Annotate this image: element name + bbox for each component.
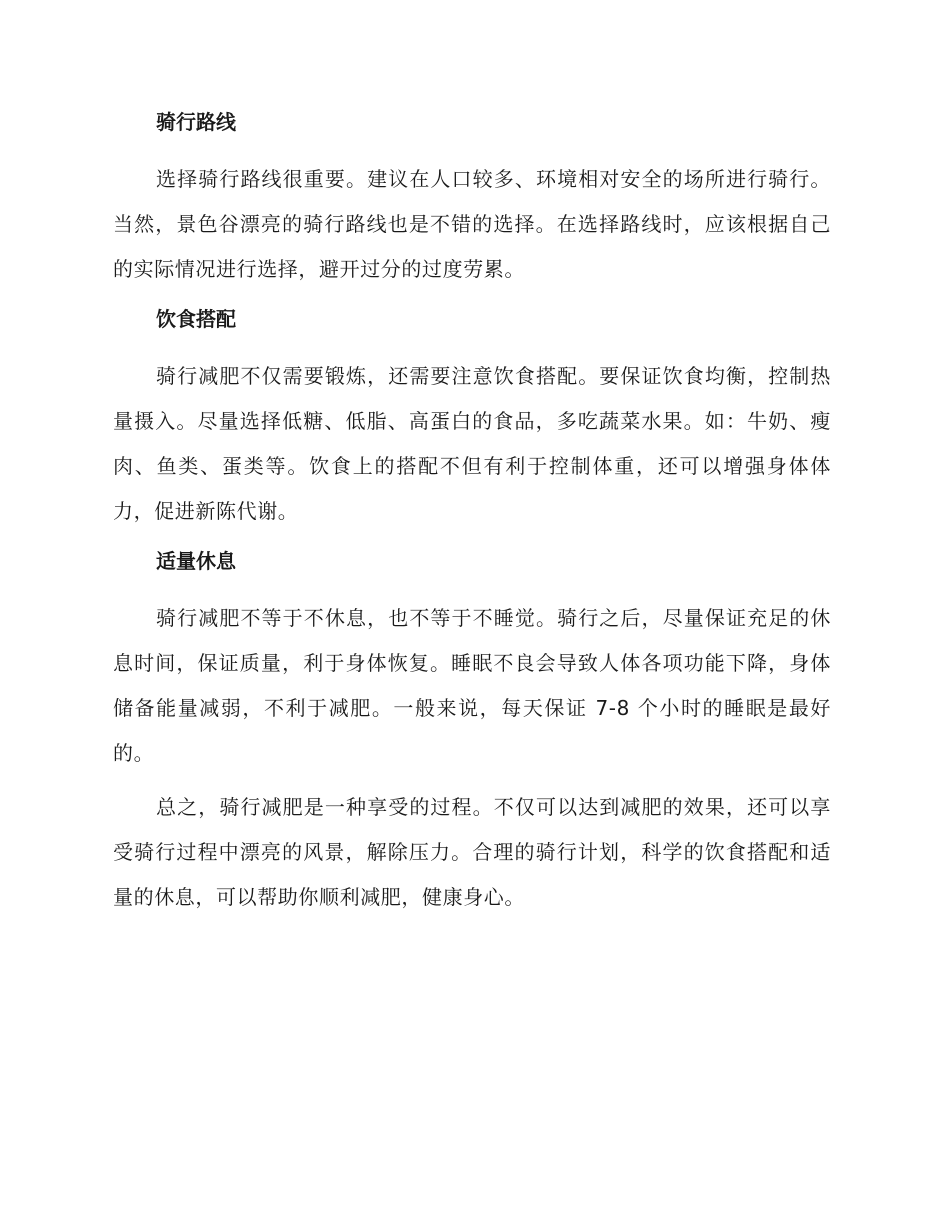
section-heading-route: 骑行路线	[156, 110, 236, 134]
document-page	[113, 108, 831, 920]
conclusion-paragraph: 总之，骑行减肥是一种享受的过程。不仅可以达到减肥的效果，还可以享受骑行过程中漂亮的风景，解除压力。合理的骑行计划，科学的饮食搭配和适量的休息，可以帮助你顺利减肥，健康身心。	[113, 795, 831, 909]
section-paragraph-rest: 骑行减肥不等于不休息，也不等于不睡觉。骑行之后，尽量保证充足的休息时间，保证质量，利于身体恢复。睡眠不良会导致人体各项功能下降，身体储备能量减弱，不利于减肥。一般来说，每天保证 7-8 个小时的睡眠是最好的。	[113, 606, 831, 765]
section-heading-diet: 饮食搭配	[156, 307, 236, 331]
section-heading-rest: 适量休息	[156, 549, 236, 573]
section-paragraph-diet: 骑行减肥不仅需要锻炼，还需要注意饮食搭配。要保证饮食均衡，控制热量摄入。尽量选择低糖、低脂、高蛋白的食品，多吃蔬菜水果。如：牛奶、瘦肉、鱼类、蛋类等。饮食上的搭配不但有利于控制体重，还可以增强身体体力，促进新陈代谢。	[113, 364, 831, 523]
section-paragraph-route: 选择骑行路线很重要。建议在人口较多、环境相对安全的场所进行骑行。当然，景色谷漂亮的骑行路线也是不错的选择。在选择路线时，应该根据自己的实际情况进行选择，避开过分的过度劳累。	[113, 167, 831, 281]
